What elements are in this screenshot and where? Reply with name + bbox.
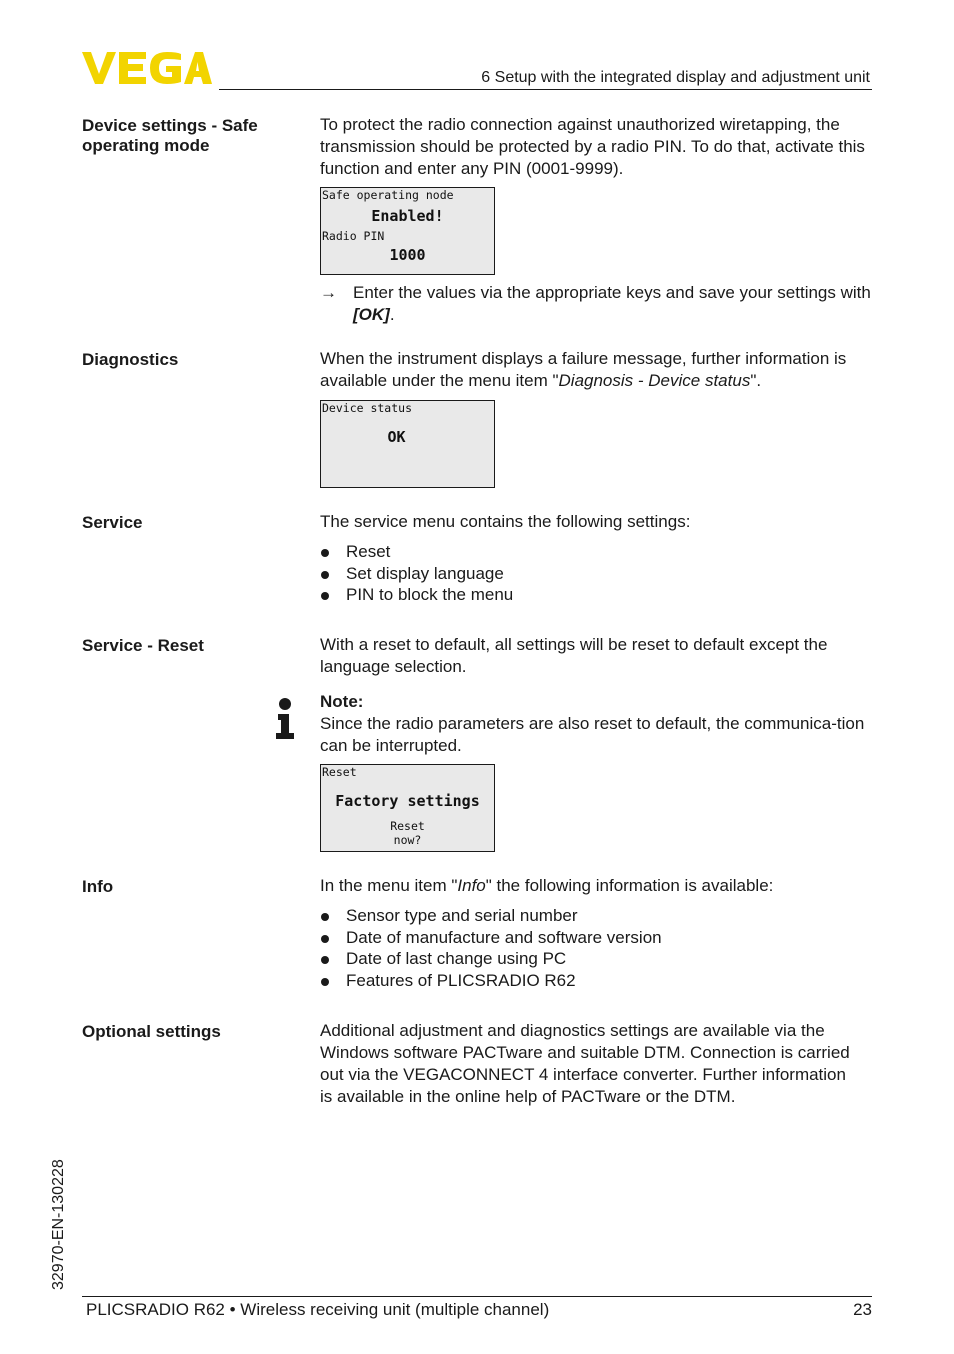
lcd-line-2: now? [393, 833, 422, 847]
lcd-display-reset [320, 764, 495, 852]
lcd-title: Reset [322, 765, 357, 779]
lcd-display-safe-mode [320, 187, 495, 275]
info-note-icon [274, 697, 296, 739]
list-item: Date of manufacture and software version [320, 927, 875, 949]
menu-item-reference: Info [457, 876, 486, 895]
list-item: PIN to block the menu [320, 584, 875, 606]
section-label-service: Service [82, 513, 143, 532]
section-label-service-reset: Service - Reset [82, 636, 204, 655]
list-item: Date of last change using PC [320, 948, 875, 970]
section-body-info: In the menu item "Info" the following information is available: Sensor type and serial number Date of manufacture and software version Date of last change using PC Features of PLICSRADIO R62 [320, 875, 875, 991]
chapter-heading: 6 Setup with the integrated display and adjustment unit [481, 69, 870, 86]
section-body-service [320, 511, 875, 606]
reset-text: With a reset to default, all settings will be reset to default except the language selection. [320, 635, 828, 676]
section-label-info: Info [82, 877, 114, 896]
footer-title: PLICSRADIO R62 • Wireless receiving unit (multiple channel) [86, 1300, 550, 1319]
section-body-optional [320, 1020, 850, 1108]
lcd-value: Factory settings [335, 792, 480, 810]
header-divider [219, 89, 872, 90]
optional-text: Additional adjustment and diagnostics settings are available via the Windows software PACTware and suitable DTM. Connection is carried out via the VEGACONNECT 4 interface converter. Further information is available in the online help of PACTware or the DTM. [320, 1021, 850, 1106]
list-item: Sensor type and serial number [320, 905, 875, 927]
list-item: Reset [320, 541, 875, 563]
page-number: 23 [853, 1300, 872, 1319]
document-code: 32970-EN-130228 [50, 1159, 67, 1290]
lcd-line-1: Reset [390, 819, 425, 833]
section-body-safe-mode [320, 114, 875, 180]
lcd-sub-label: Radio PIN [322, 229, 385, 243]
info-list [320, 905, 875, 991]
section-body-service-reset [320, 634, 875, 678]
menu-item-reference: Diagnosis - Device status [558, 371, 751, 390]
instruction-text: Enter the values via the appropriate keys and save your settings with [353, 283, 871, 302]
list-item: Features of PLICSRADIO R62 [320, 970, 875, 992]
vega-logo [82, 52, 212, 84]
lcd-value: OK [387, 428, 406, 446]
section-body-diagnostics: When the instrument displays a failure message, further information is available under the menu item "Diagnosis - Device status". [320, 349, 847, 390]
lcd-value: Enabled! [371, 207, 444, 225]
service-list [320, 541, 875, 606]
ok-key: [OK] [353, 305, 390, 324]
note-text: Since the radio parameters are also reset to default, the communica-tion can be interrupted. [320, 714, 865, 755]
safe-mode-text: To protect the radio connection against unauthorized wiretapping, the transmission should be protected by a radio PIN. To do that, activate this function and enter any PIN (0001-9999). [320, 115, 865, 178]
lcd-title: Device status [322, 401, 413, 415]
section-label-safe-mode: Device settings - Safe operating mode [82, 116, 258, 155]
arrow-icon: → [320, 283, 337, 302]
instruction: → Enter the values via the appropriate keys and save your settings with [OK]. [320, 283, 871, 324]
section-label-diagnostics: Diagnostics [82, 350, 179, 369]
note-block [320, 691, 875, 757]
section-label-optional: Optional settings [82, 1022, 221, 1041]
lcd-sub-value: 1000 [389, 246, 426, 264]
footer-divider [82, 1296, 872, 1297]
list-item: Set display language [320, 563, 875, 585]
lcd-title: Safe operating node [322, 188, 454, 202]
lcd-display-diagnostics [320, 400, 495, 488]
service-text: The service menu contains the following settings: [320, 512, 691, 531]
note-title: Note: [320, 692, 364, 711]
